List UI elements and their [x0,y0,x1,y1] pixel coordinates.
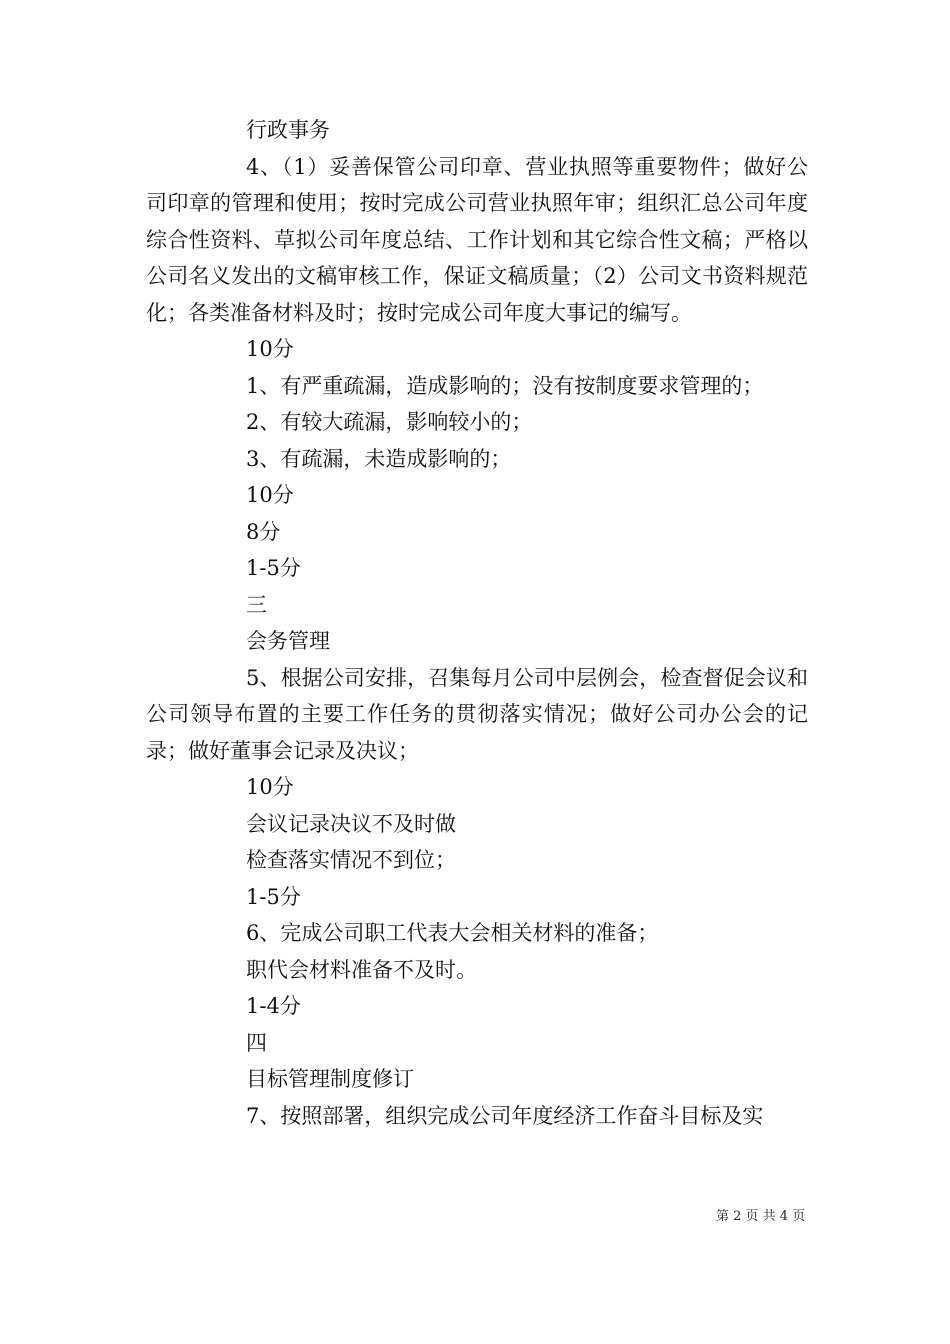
criterion-line: 检查落实情况不到位； [246,848,456,872]
criterion-line: 3、有疏漏，未造成影响的； [246,446,512,471]
score-line: 1-5分 [246,884,301,909]
item-7-line: 7、按照部署，组织完成公司年度经济工作奋斗目标及实 [246,1103,764,1128]
page-footer: 第 2 页 共 4 页 [716,1209,806,1224]
item-4-paragraph: 4、（1）妥善保管公司印章、营业执照等重要物件；做好公司印章的管理和使用；按时完成公司营业执照年审；组织汇总公司年度综合性资料、草拟公司年度总结、工作计划和其它综合性文稿；严格以公司名义发出的文稿审核工作，保证文稿质量；（2）公司文书资料规范化；各类准备材料及时；按时完成公司年度大事记的编写。 [146,154,808,325]
section-number: 三 [246,592,267,617]
score-line: 1-5分 [246,556,301,580]
item-6-line: 6、完成公司职工代表大会相关材料的准备； [246,921,659,945]
score-line: 1-4分 [246,994,301,1018]
criterion-line: 会议记录决议不及时做 [246,811,456,836]
criterion-line: 2、有较大疏漏，影响较小的； [246,410,533,434]
item-5-paragraph: 5、根据公司安排，召集每月公司中层例会，检查督促会议和公司领导布置的主要工作任务的贯彻落实情况；做好公司办公会的记录；做好董事会记录及决议； [146,665,808,763]
document-body [146,112,808,1134]
section-heading-meetings: 会务管理 [246,629,330,653]
score-line: 10分 [246,775,294,799]
criterion-line: 1、有严重疏漏，造成影响的；没有按制度要求管理的； [246,373,764,398]
score-line: 10分 [246,483,294,507]
section-heading-admin: 行政事务 [246,118,330,142]
score-line: 8分 [246,519,281,544]
score-line: 10分 [246,337,294,361]
section-number: 四 [246,1030,267,1055]
criterion-line: 职代会材料准备不及时。 [246,957,477,982]
section-heading-targets: 目标管理制度修订 [246,1067,414,1091]
